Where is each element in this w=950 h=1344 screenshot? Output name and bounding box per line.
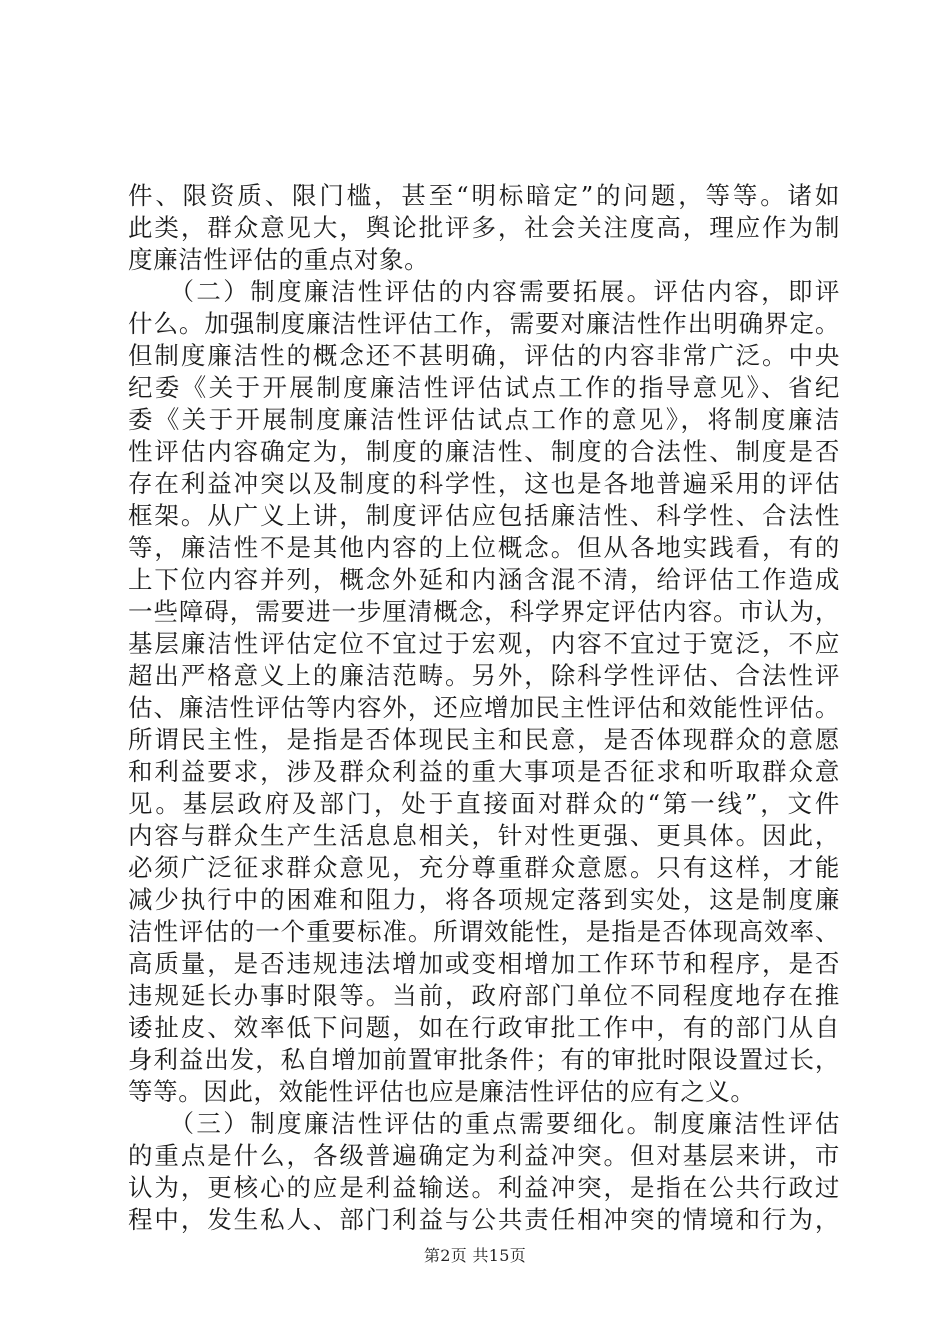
text-line: 必须广泛征求群众意见，充分尊重群众意愿。只有这样，才能 <box>128 853 840 882</box>
text-line: 纪委《关于开展制度廉洁性评估试点工作的指导意见》、省纪 <box>128 373 840 402</box>
text-line: 见。基层政府及部门，处于直接面对群众的“第一线”，文件 <box>128 789 840 818</box>
page-footer: 第2页 共15页 <box>423 1246 527 1265</box>
text-line: 此类，群众意见大，舆论批评多，社会关注度高，理应作为制 <box>128 213 840 242</box>
text-line: 程中，发生私人、部门利益与公共责任相冲突的情境和行为， <box>128 1205 840 1234</box>
text-line: 洁性评估的一个重要标准。所谓效能性，是指是否体现高效率、 <box>128 917 840 946</box>
text-line: 违规延长办事时限等。当前，政府部门单位不同程度地存在推 <box>128 981 840 1010</box>
text-line: 所谓民主性，是指是否体现民主和民意，是否体现群众的意愿 <box>128 725 840 754</box>
text-line: 什么。加强制度廉洁性评估工作，需要对廉洁性作出明确界定。 <box>128 309 840 338</box>
text-line: 诿扯皮、效率低下问题，如在行政审批工作中，有的部门从自 <box>128 1013 840 1042</box>
text-line: 基层廉洁性评估定位不宜过于宏观，内容不宜过于宽泛，不应 <box>128 629 840 658</box>
text-line: 和利益要求，涉及群众利益的重大事项是否征求和听取群众意 <box>128 757 840 786</box>
text-line: 减少执行中的困难和阻力，将各项规定落到实处，这是制度廉 <box>128 885 840 914</box>
text-line: 一些障碍，需要进一步厘清概念，科学界定评估内容。市认为， <box>128 597 840 626</box>
text-line: 件、限资质、限门槛，甚至“明标暗定”的问题，等等。诸如 <box>128 181 840 210</box>
text-line: 框架。从广义上讲，制度评估应包括廉洁性、科学性、合法性 <box>128 501 840 530</box>
text-line: 认为，更核心的应是利益输送。利益冲突，是指在公共行政过 <box>128 1173 840 1202</box>
text-line: 超出严格意义上的廉洁范畴。另外，除科学性评估、合法性评 <box>128 661 840 690</box>
text-line: （二）制度廉洁性评估的内容需要拓展。评估内容，即评 <box>128 277 840 306</box>
text-line: 内容与群众生产生活息息相关，针对性更强、更具体。因此， <box>128 821 840 850</box>
text-line: 高质量，是否违规违法增加或变相增加工作环节和程序，是否 <box>128 949 840 978</box>
text-line: 性评估内容确定为，制度的廉洁性、制度的合法性、制度是否 <box>128 437 840 466</box>
text-line: 度廉洁性评估的重点对象。 <box>128 245 430 274</box>
body-text <box>128 180 840 1236</box>
text-line: 委《关于开展制度廉洁性评估试点工作的意见》，将制度廉洁 <box>128 405 840 434</box>
text-line: 存在利益冲突以及制度的科学性，这也是各地普遍采用的评估 <box>128 469 840 498</box>
text-line: 估、廉洁性评估等内容外，还应增加民主性评估和效能性评估。 <box>128 693 840 722</box>
text-line: 身利益出发，私自增加前置审批条件；有的审批时限设置过长， <box>128 1045 840 1074</box>
text-line: （三）制度廉洁性评估的重点需要细化。制度廉洁性评估 <box>128 1109 840 1138</box>
text-line: 但制度廉洁性的概念还不甚明确，评估的内容非常广泛。中央 <box>128 341 840 370</box>
text-line: 上下位内容并列，概念外延和内涵含混不清，给评估工作造成 <box>128 565 840 594</box>
text-line: 等等。因此，效能性评估也应是廉洁性评估的应有之义。 <box>128 1077 756 1106</box>
text-line: 等，廉洁性不是其他内容的上位概念。但从各地实践看，有的 <box>128 533 840 562</box>
text-line: 的重点是什么，各级普遍确定为利益冲突。但对基层来讲，市 <box>128 1141 840 1170</box>
